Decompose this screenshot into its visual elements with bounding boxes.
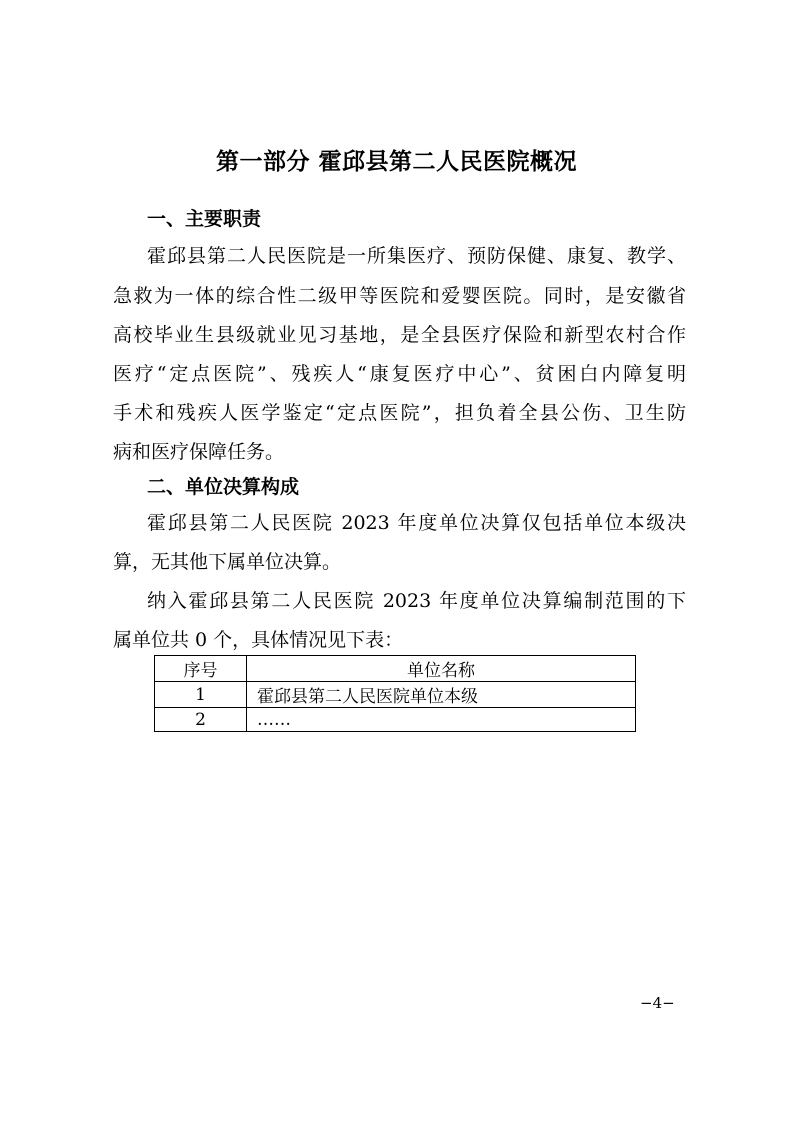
page-title: 第一部分 霍邱县第二人民医院概况 [215, 149, 577, 175]
paragraph-line: 算，无其他下属单位决算。 [113, 551, 342, 573]
table-cell: …… [247, 708, 636, 732]
paragraph-line: 纳入霍邱县第二人民医院 2023 年度单位决算编制范围的下 [147, 590, 686, 612]
section-heading-composition: 二、单位决算构成 [147, 476, 300, 498]
paragraph-line: 急救为一体的综合性二级甲等医院和爱婴医院。同时，是安徽省 [113, 285, 686, 307]
paragraph-line: 霍邱县第二人民医院是一所集医疗、预防保健、康复、教学、 [147, 245, 686, 267]
table-header-cell: 单位名称 [247, 656, 636, 682]
paragraph-line: 手术和残疾人医学鉴定“定点医院”，担负着全县公伤、卫生防 [113, 402, 686, 424]
table-header-cell: 序号 [155, 656, 247, 682]
section-heading-duties: 一、主要职责 [147, 208, 262, 230]
paragraph-line: 霍邱县第二人民医院 2023 年度单位决算仅包括单位本级决 [147, 512, 686, 534]
paragraph-line: 医疗“定点医院”、残疾人“康复医疗中心”、贫困白内障复明 [113, 363, 686, 385]
table-cell: 1 [155, 682, 247, 708]
paragraph-line: 属单位共 0 个，具体情况见下表： [113, 629, 404, 651]
subordinate-units-table [154, 655, 636, 732]
table-header-row [155, 656, 636, 682]
paragraph-line: 高校毕业生县级就业见习基地，是全县医疗保险和新型农村合作 [113, 324, 686, 346]
table-row [155, 682, 636, 708]
table-cell: 霍邱县第二人民医院单位本级 [247, 682, 636, 708]
page-number: −4− [640, 994, 675, 1012]
table-row [155, 708, 636, 732]
table-cell: 2 [155, 708, 247, 732]
paragraph-line: 病和医疗保障任务。 [113, 441, 285, 463]
